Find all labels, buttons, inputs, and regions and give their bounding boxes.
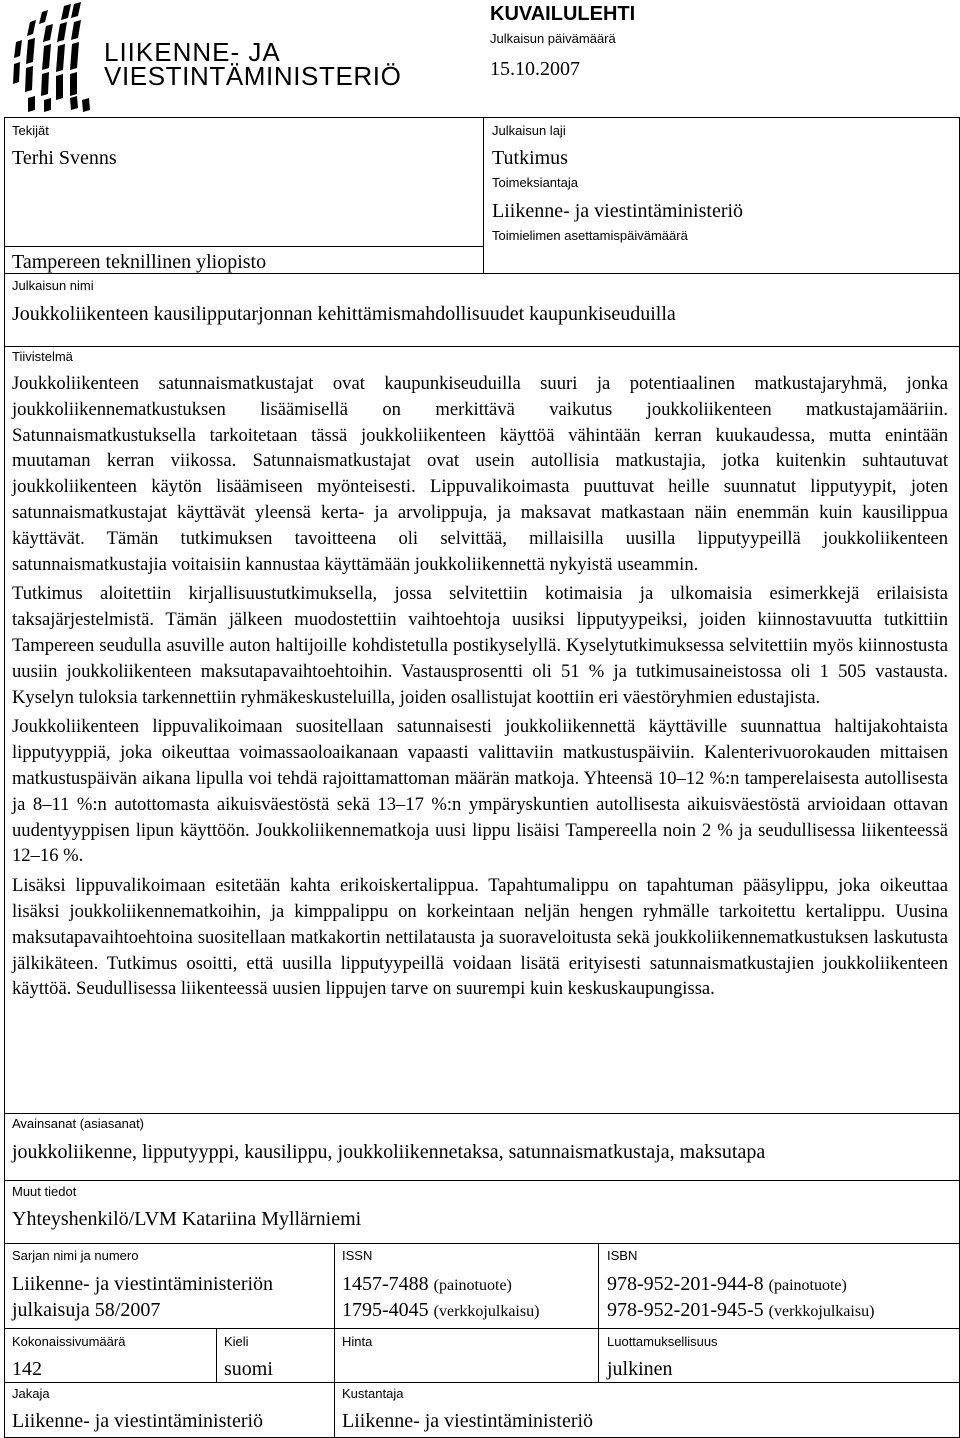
isbn-web-number: 978-952-201-945-5 [607, 1299, 764, 1321]
abstract-paragraph-2: Tutkimus aloitettiin kirjallisuustutkimuksella, jossa selvitettiin kotimaisia ja ulkomaisia esimerkkejä erilaisista taksajärjestelmistä. Tämän jälkeen muodostettiin vaihtoehtoja uusiksi lipputyypeiksi, joiden kiinnostavuutta tutkittiin Tampereen seudulla asuville auton haltijoille kohdistetulla postikyselyllä. Kyselytutkimuksessa selvitettiin myös kiinnostusta uusiin joukkoliikenteen maksutapavaihtoehtoihin. Vastausprosentti oli 51 % ja tutkimusaineistossa oli 1 505 vastausta. Kyselyn tuloksia tarkennettiin ryhmäkeskusteluilla, joiden osallistujat koottiin eri väestöryhmien edustajista. [12, 583, 948, 708]
publisher-value: Liikenne- ja viestintäministeriö [342, 1410, 594, 1432]
isbn-web-note: (verkkojulkaisu) [768, 1303, 875, 1320]
commissioner-value: Liikenne- ja viestintäministeriö [492, 200, 744, 222]
distributor-label: Jakaja [12, 1386, 50, 1401]
logo-text-line2: VIESTINTÄMINISTERIÖ [104, 61, 402, 91]
ministry-emblem-icon [8, 2, 108, 114]
distributor-value: Liikenne- ja viestintäministeriö [12, 1410, 264, 1432]
series-label: Sarjan nimi ja numero [12, 1248, 139, 1263]
issn-print [342, 1272, 512, 1298]
divider-authors [4, 246, 483, 247]
document-type: KUVAILULEHTI [490, 3, 636, 25]
issn-print-note: (painotuote) [433, 1277, 512, 1294]
price-label: Hinta [342, 1334, 373, 1349]
isbn-print-number: 978-952-201-944-8 [607, 1273, 764, 1295]
authors-label: Tekijät [12, 123, 49, 138]
language-value: suomi [224, 1358, 273, 1380]
divider-abstract [4, 346, 960, 347]
keywords-label: Avainsanat (asiasanat) [12, 1116, 145, 1131]
issn-print-number: 1457-7488 [342, 1273, 429, 1295]
bottom-divider-3 [216, 1328, 217, 1382]
issn-label: ISSN [342, 1248, 373, 1263]
other-info-label: Muut tiedot [12, 1184, 77, 1199]
bottom-divider-1 [334, 1243, 335, 1438]
isbn-web [607, 1298, 874, 1324]
isbn-label: ISBN [607, 1248, 638, 1263]
series-line2: julkaisuja 58/2007 [12, 1299, 161, 1321]
issn-web-number: 1795-4045 [342, 1299, 429, 1321]
abstract-paragraph-4: Lisäksi lippuvalikoimaan esitetään kahta erikoiskertalippua. Tapahtumalippu on tapahtuman pääsylippu, joka oikeuttaa lisäksi joukkoliikennematkoihin, ja kimppalippu on korkeintaan neljän hengen ryhmälle tarkoitettu kertalippu. Uusina maksutapavaihtoehtoina suositellaan matkakortin nettilatausta ja suoraveloitusta sekä joukkoliikennematkustuksen laskutusta jälkikäteen. Tutkimus osoitti, että uusilla lipputyypeillä voidaan lisätä erityisesti satunnaismatkustajien joukkoliikenteen käyttöä. Seudullisessa liikenteessä uusien lippujen tarve on suurempi kuin keskuskaupungissa. [12, 875, 948, 1000]
title-label: Julkaisun nimi [12, 278, 94, 293]
confidentiality-label: Luottamuksellisuus [607, 1334, 718, 1349]
abstract-label: Tiivistelmä [12, 349, 73, 364]
issn-web-note: (verkkojulkaisu) [433, 1303, 540, 1320]
keywords-value: joukkoliikenne, lipputyyppi, kausilippu, joukkoliikennetaksa, satunnaismatkustaja, maksutapa [12, 1141, 766, 1163]
pages-value: 142 [12, 1358, 42, 1380]
logo-text-line1: LIIKENNE- JA [104, 37, 281, 67]
confidentiality-value: julkinen [607, 1358, 673, 1380]
abstract-paragraph-1: Joukkoliikenteen satunnaismatkustajat ovat kaupunkiseuduilla suuri ja potentiaalinen matkustajaryhmä, jonka joukkoliikennematkustuksen lisäämisellä on merkittävä vaikutus joukkoliikenteen matkustajamääriin. Satunnaismatkustuksella tarkoitetaan tässä joukkoliikenteen käyttöä vähintään kerran kuukaudessa, mutta enintään muutaman kerran viikossa. Satunnaismatkustajat ovat usein autollisia matkustajia, jotka kuitenkin suhtautuvat joukkoliikenteen käytön lisäämiseen myönteisesti. Lippuvalikoimasta puuttuvat heille suunnatut lipputyypit, joten satunnaismatkustajat käyttävät yleensä kerta- ja arvolippuja, ja maksavat matkastaan näin enemmän kuin kausilippua käyttävät. Tämän tutkimuksen tavoitteena oli selvittää, millaisilla uusilla lipputyypeillä joukkoliikenteen satunnaismatkustajia voitaisiin kannustaa käyttämään joukkoliikennettä nykyistä useammin. [12, 373, 948, 575]
divider-distributor [4, 1382, 960, 1383]
other-info-value: Yhteyshenkilö/LVM Katariina Myllärniemi [12, 1208, 362, 1230]
author-name: Terhi Svenns [12, 147, 117, 169]
publisher-label: Kustantaja [342, 1386, 404, 1401]
isbn-print [607, 1272, 847, 1298]
divider-keywords [4, 1113, 960, 1114]
author-organization: Tampereen teknillinen yliopisto [12, 251, 267, 273]
publication-title: Joukkoliikenteen kausilipputarjonnan kehittämismahdollisuudet kaupunkiseuduilla [12, 303, 676, 325]
divider-pages [4, 1328, 960, 1329]
divider-series [4, 1243, 960, 1244]
ministry-logo [8, 2, 468, 114]
upper-divider [483, 117, 484, 273]
issn-web [342, 1298, 539, 1324]
publication-type-label: Julkaisun laji [492, 123, 566, 138]
divider-other [4, 1180, 960, 1181]
commissioner-label: Toimeksiantaja [492, 175, 578, 190]
abstract-body [12, 371, 948, 1002]
publication-date-label: Julkaisun päivämäärä [490, 31, 616, 46]
abstract-paragraph-3: Joukkoliikenteen lippuvalikoimaan suositellaan satunnaisesti joukkoliikennettä käyttäville suunnattua haltijakohtaista lipputyyppiä, joka oikeuttaa voimassaoloaikanaan vapaasti valittaviin matkustuspäiviin. Kalenterivuorokauden mittaisen matkustuspäivän aikana lipulla voi tehdä rajoittamattoman määrän matkoja. Yhteensä 10–12 %:n tamperelaisesta autollisesta ja 8–11 %:n autottomasta aikuisväestöstä sekä 13–17 %:n ympäryskuntien autollisesta aikuisväestöstä arvioidaan ottavan uudentyyppisen lipun käyttöön. Joukkoliikennematkoja uusi lippu lisäisi Tampereella noin 2 % ja seudullisessa liikenteessä 12–16 %. [12, 716, 948, 867]
language-label: Kieli [224, 1334, 249, 1349]
bottom-divider-2 [598, 1243, 599, 1382]
pages-label: Kokonaissivumäärä [12, 1334, 126, 1349]
publication-type-value: Tutkimus [492, 147, 568, 169]
isbn-print-note: (painotuote) [768, 1277, 847, 1294]
body-date-label: Toimielimen asettamispäivämäärä [492, 228, 688, 243]
series-line1: Liikenne- ja viestintäministeriön [12, 1273, 274, 1295]
publication-date-value: 15.10.2007 [490, 58, 580, 80]
